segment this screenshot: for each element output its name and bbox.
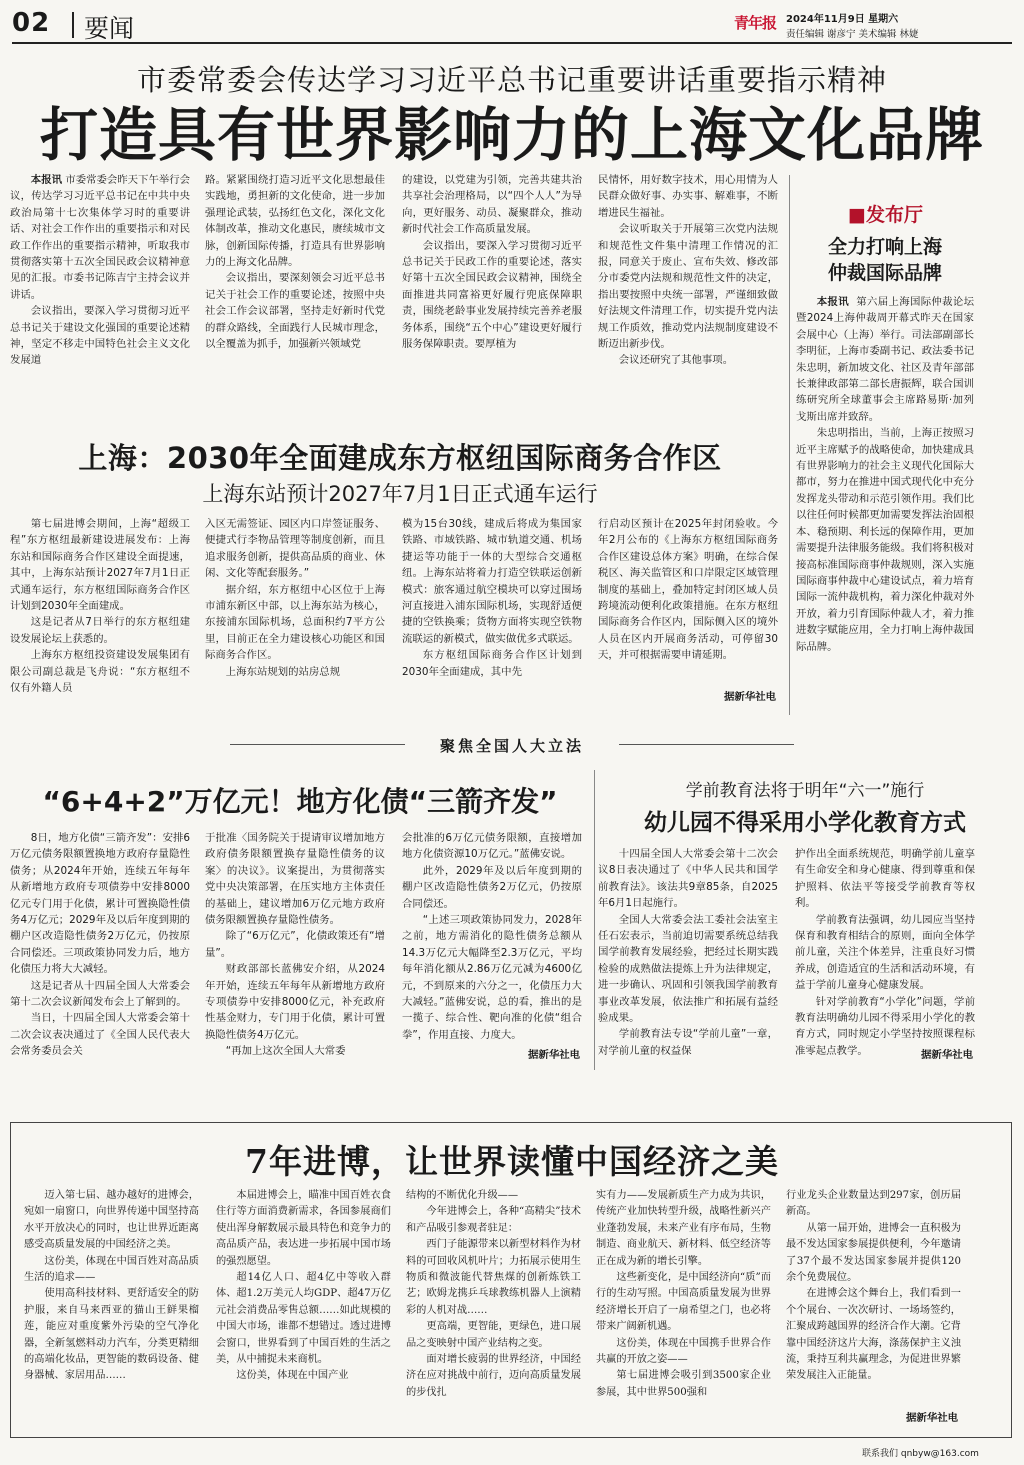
- preschool-paragraph: 全国人大常委会法工委社会法室主任石宏表示，当前迫切需要系统总结我国学前教育发展经验，把经过长期实践检验的成熟做法提炼上升为法律规定，进一步确认、巩固和引领我国学前教育事业改革发展，依法推广和拓展有益经验成果。: [598, 913, 778, 1025]
- dongzhan-col-2: [205, 516, 385, 701]
- footer-contact: 联系我们 qnbyw@163.com: [862, 1449, 979, 1459]
- ciie-col-2: [216, 1188, 391, 1424]
- lead-paragraph: 会议还研究了其他事项。: [618, 354, 734, 367]
- debt-paragraph: 当日，十四届全国人大常委会第十二次会议表决通过了《全国人民代表大会常务委员会关: [10, 1012, 190, 1058]
- debt-paragraph: 会批准的6万亿元债务限额，直接增加地方化债资源10万亿元。”蓝佛安说。: [402, 832, 582, 861]
- header-rule: [12, 42, 1012, 44]
- dongzhan-paragraph: 入区无需签证、园区内口岸签证服务、便捷式行李物品管理等制度创新，而且追求服务创新，提供高品质的商业、休闲、文化等配套服务。”: [205, 518, 385, 580]
- ciie-paragraph: 西门子能源带来以新型材料作为材料的可回收风机叶片；力拓展示使用生物质和微波能代替焦煤的创新炼铁工艺；欧姆龙携乒乓球教练机器人上演精彩的人机对战……: [406, 1239, 581, 1316]
- dongzhan-col-3: [402, 516, 582, 701]
- sidebar-title-1: 全力打响上海: [827, 236, 942, 258]
- banner-rule-right: [619, 744, 794, 745]
- dongzhan-headline: 上海：2030年全面建成东方枢纽国际商务合作区: [78, 441, 722, 475]
- ciie-paragraph: 行业龙头企业数量达到297家，创历届新高。: [786, 1190, 961, 1218]
- preschool-paragraph: 十四届全国人大常委会第十二次会议8日表决通过了《中华人民共和国学前教育法》。该法共9章85条，自2025年6月1日起施行。: [598, 848, 778, 910]
- ciie-paragraph: 结构的不断优化升级——: [406, 1190, 519, 1201]
- ciie-paragraph: 超14亿人口、超4亿中等收入群体、超1.2万美元人均GDP、超47万亿元社会消费品零售总额……如此规模的中国大市场，谁都不想错过。透过进博会窗口，世界看到了中国百姓的生活之美，从中捕捉未来商机。: [216, 1272, 391, 1366]
- preschool-paragraph: 学前教育法强调，幼儿园应当坚持保育和教育相结合的原则，面向全体学前儿童，关注个体差异，注重良好习惯养成，创造适宜的生活和活动环境，有益于学前儿童身心健康发展。: [795, 913, 975, 992]
- ciie-paragraph: 更高端，更智能，更绿色，进口展品之变映射中国产业结构之变。: [406, 1321, 581, 1349]
- dongzhan-paragraph: 这是记者从7日举行的东方枢纽建设发展论坛上获悉的。: [10, 616, 190, 645]
- dongzhan-paragraph: 上海东站规划的站房总规: [225, 665, 341, 678]
- dongzhan-col-4: [598, 516, 778, 684]
- debt-headline: “6+4+2”万亿元！地方化债“三箭齐发”: [42, 785, 558, 818]
- dongzhan-paragraph: 行启动区预计在2025年封闭验收。今年2月公布的《上海东方枢纽国际商务合作区建设总体方案》明确，在综合保税区、海关监管区和口岸限定区域管理制度的基础上，叠加特定封闭区域人员跨境流动便利化政策措施。在东方枢纽国际商务合作区内，国际侧入区的境外人员在区内开展商务活动，可停留30天，并可根据需要申请延期。: [598, 518, 778, 662]
- lead-col-4: [598, 172, 778, 422]
- lead-paragraph: 会议指出，要深入学习贯彻习近平总书记关于建设文化强国的重要论述精神，坚定不移走中国特色社会主义文化发展道: [10, 305, 190, 367]
- preschool-source: 据新华社电: [921, 1049, 973, 1061]
- lead-paragraph: 会议指出，要深刻领会习近平总书记关于社会工作的重要论述，按照中央社会工作会议部署，坚持走好新时代党的群众路线，全面践行人民城市理念，以全覆盖为抓手，加强新兴领域党: [205, 272, 385, 351]
- editor-credits: 责任编辑 谢彦宁 美术编辑 林婕: [786, 29, 919, 40]
- newspaper-logo: 青年报: [734, 14, 777, 32]
- preschool-paragraph: 针对学前教育“小学化”问题，学前教育法明确幼儿园不得采用小学化的教育方式，同时规定小学坚持按照课程标准零起点教学。: [795, 995, 975, 1057]
- dongzhan-source: 据新华社电: [724, 691, 776, 703]
- lead-paragraph: 的建设，以党建为引领，完善共建共治共享社会治理格局，以“四个人人”为导向，更好服务、动员、凝聚群众，推动新时代社会工作高质量发展。: [402, 174, 582, 236]
- dongzhan-subhead: 上海东站预计2027年7月1日正式通车运行: [202, 482, 598, 506]
- dongzhan-paragraph: 据介绍，东方枢纽中心区位于上海市浦东新区中部，以上海东站为核心，东接浦东国际机场，总面积约7平方公里，目前正在全力建设核心功能区和国际商务合作区。: [205, 583, 385, 662]
- preschool-col-1: [598, 846, 778, 1060]
- lead-paragraph: 路。紧紧围绕打造习近平文化思想最佳实践地，勇担新的文化使命，进一步加强理论武装，弘扬红色文化，深化文化体制改革，推动文化惠民，赓续城市文脉，创新国际传播，打造具有世界影响力的上海文化品牌。: [205, 174, 385, 269]
- preschool-kicker: 学前教育法将于明年“六一”施行: [685, 781, 925, 801]
- dongzhan-paragraph: 第七届进博会期间，上海“超级工程”东方枢纽最新建设进展发布：上海东站和国际商务合作区建设全面提速，其中，上海东站预计2027年7月1日正式通车运行，东方枢纽国际商务合作区计划到2030年全面建成。: [10, 518, 190, 613]
- lead-col-2: [205, 172, 385, 422]
- debt-source: 据新华社电: [528, 1049, 580, 1061]
- sidebar-label: ■发布厅: [848, 204, 923, 226]
- ciie-col-1: [24, 1188, 199, 1424]
- ciie-paragraph: 本届进博会上，瞄准中国百姓衣食住行等方面消费新需求，各国参展商们使出浑身解数展示最具特色和竞争力的高品质产品，表达进一步拓展中国市场的强烈愿望。: [216, 1190, 391, 1267]
- debt-paragraph: 这是记者从十四届全国人大常委会第十二次会议新闻发布会上了解到的。: [10, 979, 190, 1009]
- ciie-paragraph: 第七届进博会吸引到3500家企业参展，其中世界500强和: [596, 1370, 771, 1398]
- ciie-paragraph: 实有力——发展新质生产力成为共识，传统产业加快转型升级，战略性新兴产业蓬勃发展，未来产业有序布局，生物制造、商业航天、新材料、低空经济等正在成为新的增长引擎。: [596, 1190, 771, 1267]
- ciie-paragraph: 从第一届开始，进博会一直积极为最不发达国家参展提供便利，今年邀请了37个最不发达国家参展并提供120余个免费展位。: [786, 1222, 961, 1284]
- preschool-paragraph: 学前教育法专设“学前儿童”一章，对学前儿童的权益保: [598, 1028, 778, 1057]
- sidebar-divider: [789, 175, 790, 715]
- debt-paragraph: “再加上这次全国人大常委: [225, 1045, 346, 1058]
- sidebar-paragraph: [796, 294, 974, 425]
- ciie-paragraph: 今年进博会上，各种“高精尖”技术和产品吸引参观者驻足：: [406, 1206, 581, 1234]
- preschool-divider: [594, 770, 595, 1070]
- sidebar-title-2: 仲裁国际品牌: [827, 262, 942, 284]
- lead-paragraph: 民情怀，用好数字技术，用心用情为人民群众做好事、办实事、解难事，不断增进民生福祉。: [598, 174, 778, 219]
- sidebar-body: [796, 294, 974, 709]
- lead-paragraph: 会议听取关于开展第三次党内法规和规范性文件集中清理工作情况的汇报，同意关于废止、宣布失效、修改部分市委党内法规和规范性文件的决定，指出要按照中央统一部署，严谨细致做好法规文件清理工作，切实提升党内法规工作质效，推动党内法规制度建设不断迈出新步伐。: [598, 223, 778, 351]
- ciie-source: 据新华社电: [906, 1412, 958, 1424]
- banner-label: 聚焦全国人大立法: [439, 737, 584, 755]
- debt-paragraph: 此外，2029年及以后年度到期的棚户区改造隐性债务2万亿元，仍按原合同偿还。: [402, 864, 582, 910]
- dongzhan-col-1: [10, 516, 190, 701]
- lead-text: 市委常委会昨天下午举行会议，传达学习习近平总书记在中共中央政治局第十七次集体学习时的重要讲话、对社会工作作出的重要指示和对民政工作作出的重要指示精神，听取我市贯彻落实第十五次全国民政会议精神意见的汇报。市委书记陈吉宁主持会议并讲话。: [10, 174, 191, 301]
- debt-paragraph: 于批准〈国务院关于提请审议增加地方政府债务限额置换存量隐性债务的议案〉的决议》。议案提出，为贯彻落实党中央决策部署，在压实地方主体责任的基础上，建议增加6万亿元地方政府债务限额置换存量隐性债务。: [205, 832, 385, 927]
- debt-paragraph: 8日，地方化债“三箭齐发”：安排6万亿元债务限额置换地方政府存量隐性债务；从2024年开始，连续五年每年从新增地方政府专项债券中安排8000亿元专门用于化债，累计可置换隐性债务4万亿元；2029年及以后年度到期的棚户区改造隐性债务2万亿元，仍按原合同偿还。三项政策协同发力后，地方化债压力将大大减轻。: [10, 832, 190, 976]
- sidebar-text: 第六届上海国际仲裁论坛暨2024上海仲裁周开幕式昨天在国家会展中心（上海）举行。司法部副部长李明征，上海市委副书记、政法委书记朱忠明，新加坡文化、社区及青年部部长兼律政部第二部长唐振辉，联合国训练研究所全球董事会主席路易斯·加列戈斯出席并致辞。: [796, 296, 975, 423]
- sidebar-paragraph: 朱忠明指出，当前，上海正按照习近平主席赋予的战略使命，加快建成具有世界影响力的社会主义现代化国际大都市，努力在推进中国式现代化中充分发挥龙头带动和示范引领作用。我们比以往任何时候都更加需要发挥法治固根本、稳预期、利长远的保障作用，更加需要提升法律服务能级。我们将积极对接高标准国际商事仲裁规则，深入实施国际商事仲裁中心建设试点，着力培育国际一流仲裁机构，着力深化仲裁对外开放，着力引育国际仲裁人才，着力推进数字赋能应用，全力打响上海仲裁国际品牌。: [796, 427, 974, 653]
- ciie-paragraph: 这份美，体现在中国携手世界合作共赢的开放之姿——: [596, 1337, 771, 1366]
- ciie-paragraph: 在进博会这个舞台上，我们看到一个个展台、一次次研讨、一场场签约，汇聚成跨越国界的经济合作大潮。它背靠中国经济这片大海，涤荡保护主义浊流，秉持互利共赢理念，为促进世界繁荣发展注入正能量。: [786, 1288, 961, 1382]
- ciie-paragraph: 使用高科技材料、更舒适安全的防护服，来自马来西亚的猫山王鲜果榴莲，能应对重度紫外污染的空气净化器，全新氢燃料动力汽车，分类更精细的高端化妆品，更智能的数码设备、健身器械、家居用品……: [24, 1288, 199, 1382]
- debt-paragraph: 除了“6万亿元”，化债政策还有“增量”。: [205, 930, 385, 959]
- page-number: 02: [12, 8, 51, 38]
- lead-byline: 本报讯: [30, 174, 62, 186]
- debt-col-1: [10, 830, 190, 1060]
- debt-col-2: [205, 830, 385, 1060]
- lead-headline: 打造具有世界影响力的上海文化品牌: [39, 101, 984, 169]
- ciie-paragraph: 这份美，体现在中国产业: [236, 1370, 349, 1382]
- dongzhan-paragraph: 模为15台30线，建成后将成为集国家铁路、市域铁路、城市轨道交通、机场捷运等功能于一体的大型综合交通枢纽。上海东站将着力打造空铁联运创新模式：旅客通过航空模块可以穿过围场河直接进入浦东国际机场，实现舒适便捷的空铁换乘；货物方面将实现空铁物流联运的新模式，做实做优多式联运。: [402, 518, 582, 645]
- header-divider: [72, 12, 74, 38]
- dongzhan-paragraph: 东方枢纽国际商务合作区计划到2030年全面建成，其中先: [402, 649, 582, 678]
- lead-col-3: [402, 172, 582, 422]
- ciie-col-4: [596, 1188, 771, 1424]
- ciie-paragraph: 迈入第七届、越办越好的进博会，宛如一扇窗口，向世界传递中国坚持高水平开放决心的同时，也让世界近距离感受高质量发展的中国经济之美。: [24, 1190, 199, 1251]
- preschool-headline: 幼儿园不得采用小学化教育方式: [644, 810, 966, 836]
- ciie-paragraph: 这份美，体现在中国百姓对高品质生活的追求——: [24, 1255, 199, 1284]
- debt-col-3: [402, 830, 582, 1042]
- ciie-paragraph: 这些新变化，是中国经济向“质”而行的生动写照。中国高质量发展为世界经济增长开启了一扇希望之门，也必将带来广阔新机遇。: [596, 1272, 771, 1333]
- debt-paragraph: 财政部部长蓝佛安介绍，从2024年开始，连续五年每年从新增地方政府专项债券中安排8000亿元，补充政府性基金财力，专门用于化债，累计可置换隐性债务4万亿元。: [205, 963, 385, 1041]
- preschool-paragraph: 护作出全面系统规范，明确学前儿童享有生命安全和身心健康、得到尊重和保护照料、依法平等接受学前教育等权利。: [795, 848, 975, 910]
- section-name: 要闻: [84, 14, 135, 43]
- lead-kicker: 市委常委会传达学习习近平总书记重要讲话重要指示精神: [136, 63, 887, 97]
- dongzhan-paragraph: 上海东方枢纽投资建设发展集团有限公司副总裁是飞舟说：“东方枢纽不仅有外籍人员: [10, 649, 190, 695]
- lead-paragraph: 会议指出，要深入学习贯彻习近平总书记关于民政工作的重要论述，落实好第十五次全国民政会议精神，围绕全面推进共同富裕更好履行兜底保障职责，围绕老龄事业发展持续完善养老服务体系，围绕“五个中心”建设更好履行服务保障职责。要厚植为: [402, 239, 582, 351]
- ciie-paragraph: 面对增长疲弱的世界经济，中国经济在应对挑战中前行，迈向高质量发展的步伐扎: [406, 1354, 581, 1398]
- lead-paragraph: [10, 172, 190, 303]
- issue-date: 2024年11月9日 星期六: [786, 14, 899, 25]
- ciie-headline: 7年进博，让世界读懂中国经济之美: [245, 1142, 779, 1181]
- sidebar-byline: 本报讯: [816, 296, 849, 308]
- banner-rule-left: [230, 744, 405, 745]
- ciie-col-5: [786, 1188, 961, 1406]
- ciie-col-3: [406, 1188, 581, 1424]
- lead-col-1: [10, 172, 190, 422]
- debt-paragraph: “上述三项政策协同发力，2028年之前，地方需消化的隐性债务总额从14.3万亿元大幅降至2.3万亿元，平均每年消化额从2.86万亿元减为4600亿元，不到原来的六分之一，化债压力大大减轻。”蓝佛安说，总的看，推出的是一揽子、综合性、靶向准的化债“组合拳”，作用直接、力度大。: [402, 914, 582, 1041]
